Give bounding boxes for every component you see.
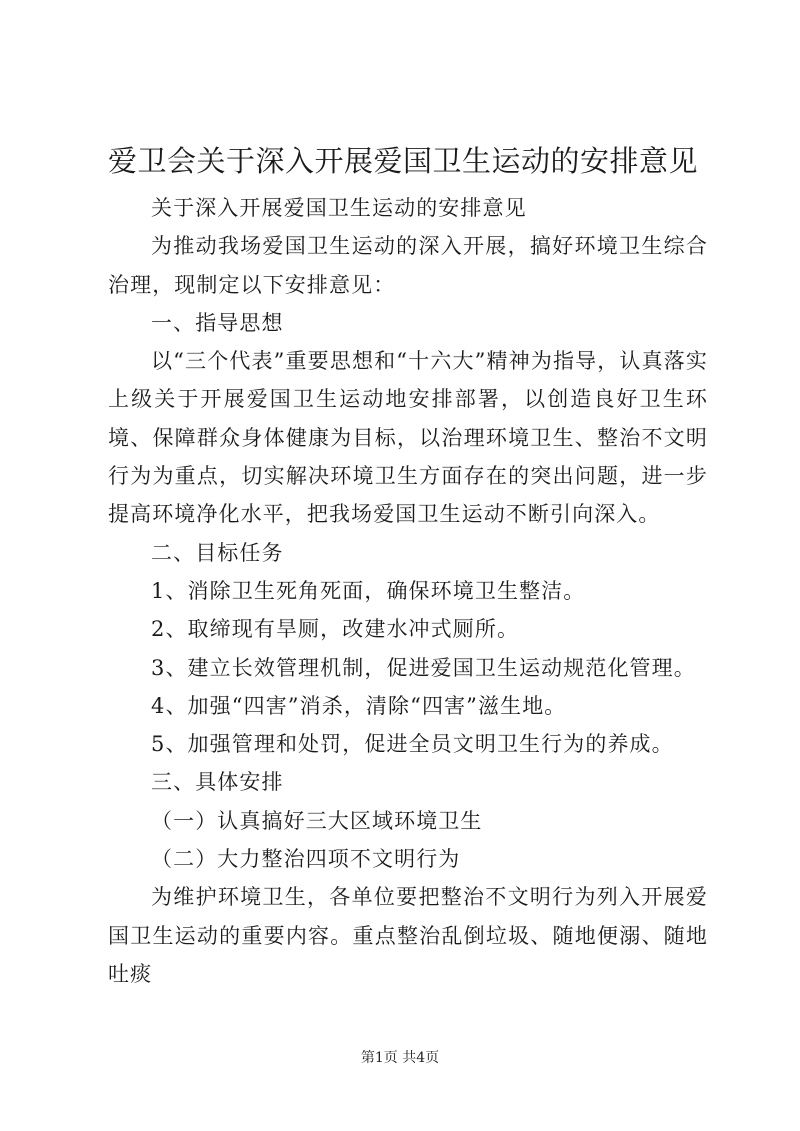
document-body bbox=[108, 189, 708, 993]
section-heading-guiding-ideology: 一、指导思想 bbox=[151, 310, 284, 335]
page-footer: 第1页 共4页 bbox=[360, 1050, 440, 1066]
subtitle-paragraph: 关于深入开展爱国卫生运动的安排意见 bbox=[151, 196, 527, 220]
section-heading-arrangements: 三、具体安排 bbox=[151, 770, 284, 795]
section-heading-goals: 二、目标任务 bbox=[151, 540, 284, 565]
intro-paragraph: 为推动我场爱国卫生运动的深入开展，搞好环境卫生综合治理，现制定以下安排意见： bbox=[108, 234, 708, 297]
arrangement-subheading-1: （一）认真搞好三大区域环境卫生 bbox=[151, 808, 483, 833]
goal-item-1: 1、消除卫生死角死面，确保环境卫生整洁。 bbox=[151, 578, 586, 603]
goal-item-3: 3、建立长效管理机制，促进爱国卫生运动规范化管理。 bbox=[151, 655, 696, 680]
goal-item-5: 5、加强管理和处罚，促进全员文明卫生行为的养成。 bbox=[151, 732, 674, 757]
arrangement-paragraph: 为维护环境卫生，各单位要把整治不文明行为列入开展爱国卫生运动的重要内容。重点整治乱倒垃圾、随地便溺、随地吐痰 bbox=[108, 885, 708, 986]
document-title: 爱卫会关于深入开展爱国卫生运动的安排意见 bbox=[108, 144, 699, 178]
goal-item-4: 4、加强“四害”消杀，清除“四害”滋生地。 bbox=[151, 693, 567, 718]
arrangement-subheading-2: （二）大力整治四项不文明行为 bbox=[151, 847, 461, 872]
guiding-ideology-paragraph: 以“三个代表”重要思想和“十六大”精神为指导，认真落实上级关于开展爱国卫生运动地安排部署，以创造良好卫生环境、保障群众身体健康为目标，以治理环境卫生、整治不文明行为为重点，切实解决环境卫生方面存在的突出问题，进一步提高环境净化水平，把我场爱国卫生运动不断引向深入。 bbox=[108, 349, 708, 527]
goal-item-2: 2、取缔现有旱厕，改建水冲式厕所。 bbox=[151, 617, 520, 642]
